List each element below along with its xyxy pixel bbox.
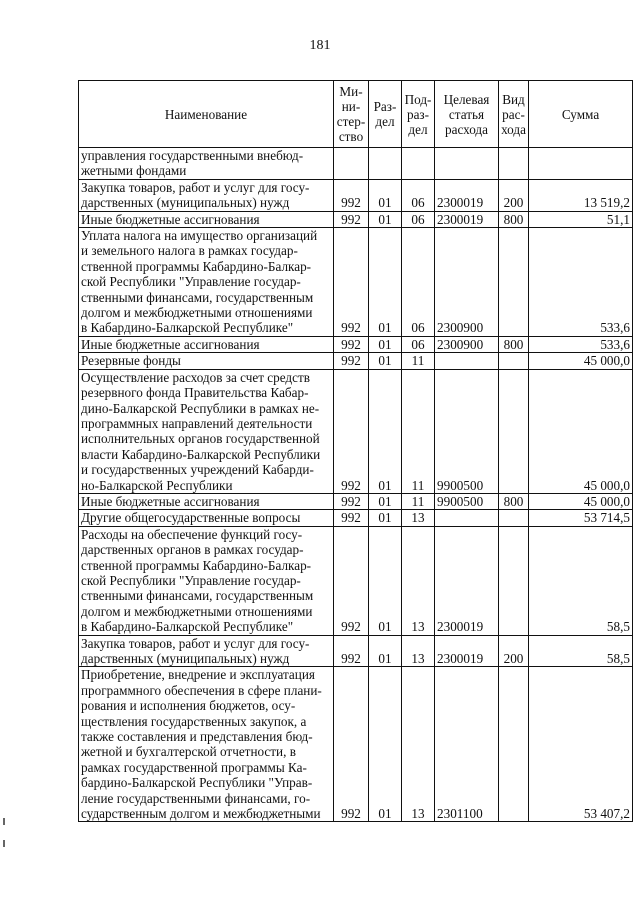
cell-target: 2300019 xyxy=(435,635,499,667)
cell-name: Расходы на обеспечение функций госу- дарственных органов в рамках государ- ственной программы Кабардино-Балкар- ской Республики "Управление государ- ственными финансами, государственным долгом и межбюджетными отношениями в Кабардино-Балкарской Республике" xyxy=(79,526,334,635)
cell-section: 01 xyxy=(369,336,402,352)
budget-table xyxy=(78,80,633,822)
cell-name: Осуществление расходов за счет средств резервного фонда Правительства Кабар- дино-Балкарской Республики в рамках не- программных направлений деятельности исполнительных органов государственной власти Кабардино-Балкарской Республики и государственных учреждений Кабарди- но-Балкарской Республики xyxy=(79,369,334,493)
table-row xyxy=(79,510,633,526)
cell-amount: 45 000,0 xyxy=(529,493,633,509)
cell-ministry: 992 xyxy=(334,353,369,369)
cell-name: Уплата налога на имущество организаций и земельного налога в рамках государ- ственной программы Кабардино-Балкар- ской Республики "Управление государ- ственными финансами, государственным долгом и межбюджетными отношениями в Кабардино-Балкарской Республике" xyxy=(79,228,334,337)
margin-mark xyxy=(3,818,5,825)
cell-subsection: 06 xyxy=(402,336,435,352)
cell-name: Резервные фонды xyxy=(79,353,334,369)
cell-ministry: 992 xyxy=(334,179,369,211)
table-row xyxy=(79,369,633,493)
cell-section: 01 xyxy=(369,493,402,509)
header-type: Вид рас- хода xyxy=(499,81,529,148)
cell-type xyxy=(499,148,529,180)
margin-mark xyxy=(3,840,5,847)
cell-amount xyxy=(529,148,633,180)
table-row xyxy=(79,228,633,337)
cell-type: 800 xyxy=(499,336,529,352)
table-header-row xyxy=(79,81,633,148)
cell-subsection: 06 xyxy=(402,179,435,211)
cell-name: управления государственными внебюд- жетными фондами xyxy=(79,148,334,180)
cell-ministry: 992 xyxy=(334,526,369,635)
header-name: Наименование xyxy=(79,81,334,148)
cell-section: 01 xyxy=(369,211,402,227)
header-subsection: Под- раз- дел xyxy=(402,81,435,148)
cell-type: 200 xyxy=(499,179,529,211)
cell-target: 2300019 xyxy=(435,211,499,227)
table-row xyxy=(79,493,633,509)
header-section: Раз- дел xyxy=(369,81,402,148)
cell-amount: 53 714,5 xyxy=(529,510,633,526)
cell-section xyxy=(369,148,402,180)
cell-type xyxy=(499,526,529,635)
cell-subsection: 11 xyxy=(402,493,435,509)
cell-amount: 58,5 xyxy=(529,526,633,635)
cell-ministry: 992 xyxy=(334,211,369,227)
cell-subsection: 13 xyxy=(402,667,435,822)
cell-type xyxy=(499,510,529,526)
cell-type: 200 xyxy=(499,635,529,667)
table-row xyxy=(79,635,633,667)
cell-type xyxy=(499,369,529,493)
page-number: 181 xyxy=(309,38,331,53)
cell-subsection: 11 xyxy=(402,353,435,369)
cell-section: 01 xyxy=(369,228,402,337)
cell-section: 01 xyxy=(369,510,402,526)
table-row xyxy=(79,667,633,822)
table-row xyxy=(79,526,633,635)
cell-subsection: 06 xyxy=(402,228,435,337)
cell-subsection: 06 xyxy=(402,211,435,227)
cell-section: 01 xyxy=(369,369,402,493)
cell-target: 9900500 xyxy=(435,369,499,493)
cell-name: Закупка товаров, работ и услуг для госу- дарственных (муниципальных) нужд xyxy=(79,179,334,211)
cell-ministry: 992 xyxy=(334,369,369,493)
cell-name: Приобретение, внедрение и эксплуатация программного обеспечения в сфере плани- рования и исполнения бюджетов, осу- ществления государственных закупок, а также составления и представления бюд- жетной и бухгалтерской отчетности, в рамках государственной программы Ка- бардино-Балкарской Республики "Управ- ление государственными финансами, го- сударственным долгом и межбюджетными xyxy=(79,667,334,822)
cell-ministry: 992 xyxy=(334,228,369,337)
cell-target: 2301100 xyxy=(435,667,499,822)
cell-target: 2300900 xyxy=(435,228,499,337)
cell-section: 01 xyxy=(369,526,402,635)
header-amount: Сумма xyxy=(529,81,633,148)
cell-amount: 45 000,0 xyxy=(529,353,633,369)
table-row xyxy=(79,353,633,369)
cell-target: 2300019 xyxy=(435,526,499,635)
cell-type: 800 xyxy=(499,211,529,227)
cell-section: 01 xyxy=(369,179,402,211)
cell-subsection: 11 xyxy=(402,369,435,493)
table-row xyxy=(79,211,633,227)
cell-target: 9900500 xyxy=(435,493,499,509)
cell-amount: 533,6 xyxy=(529,228,633,337)
cell-ministry: 992 xyxy=(334,336,369,352)
cell-amount: 51,1 xyxy=(529,211,633,227)
cell-subsection: 13 xyxy=(402,635,435,667)
cell-ministry: 992 xyxy=(334,635,369,667)
cell-subsection xyxy=(402,148,435,180)
cell-target: 2300019 xyxy=(435,179,499,211)
cell-subsection: 13 xyxy=(402,526,435,635)
cell-target xyxy=(435,148,499,180)
header-target: Целевая статья расхода xyxy=(435,81,499,148)
table-body xyxy=(79,148,633,822)
cell-type xyxy=(499,667,529,822)
cell-subsection: 13 xyxy=(402,510,435,526)
table-row xyxy=(79,179,633,211)
cell-name: Иные бюджетные ассигнования xyxy=(79,211,334,227)
cell-amount: 45 000,0 xyxy=(529,369,633,493)
cell-target xyxy=(435,510,499,526)
cell-name: Другие общегосударственные вопросы xyxy=(79,510,334,526)
cell-target: 2300900 xyxy=(435,336,499,352)
cell-section: 01 xyxy=(369,667,402,822)
header-ministry: Ми- ни- стер- ство xyxy=(334,81,369,148)
cell-ministry xyxy=(334,148,369,180)
cell-ministry: 992 xyxy=(334,493,369,509)
cell-ministry: 992 xyxy=(334,510,369,526)
cell-name: Иные бюджетные ассигнования xyxy=(79,336,334,352)
cell-name: Закупка товаров, работ и услуг для госу- дарственных (муниципальных) нужд xyxy=(79,635,334,667)
cell-amount: 58,5 xyxy=(529,635,633,667)
cell-ministry: 992 xyxy=(334,667,369,822)
cell-type xyxy=(499,228,529,337)
table-row xyxy=(79,336,633,352)
cell-section: 01 xyxy=(369,353,402,369)
cell-amount: 53 407,2 xyxy=(529,667,633,822)
cell-type xyxy=(499,353,529,369)
cell-type: 800 xyxy=(499,493,529,509)
table-row xyxy=(79,148,633,180)
cell-amount: 533,6 xyxy=(529,336,633,352)
cell-section: 01 xyxy=(369,635,402,667)
cell-target xyxy=(435,353,499,369)
cell-amount: 13 519,2 xyxy=(529,179,633,211)
cell-name: Иные бюджетные ассигнования xyxy=(79,493,334,509)
